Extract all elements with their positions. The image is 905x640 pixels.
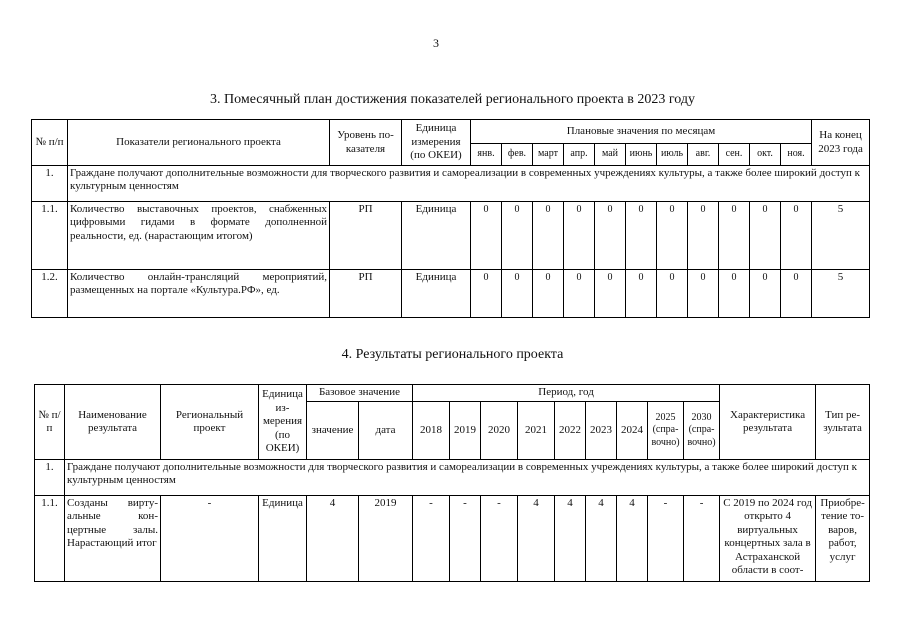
results-table (34, 384, 870, 582)
result-unit: Единица (259, 496, 307, 582)
month-value: 0 (626, 270, 657, 318)
end-of-year-value: 5 (812, 202, 870, 270)
year-value: - (413, 496, 450, 582)
header-level: Уровень показателя (330, 120, 402, 166)
year-value: - (684, 496, 720, 582)
year-value: - (450, 496, 481, 582)
month-value: 0 (657, 202, 688, 270)
table-row (32, 202, 870, 270)
month-header: май (595, 144, 626, 166)
goal-text: Граждане получают дополнительные возможности для творческого развития и самореализации в современных учреждениях культуры, а также более широкий доступ к культурным ценностям (68, 166, 870, 202)
year-header: 2021 (518, 402, 555, 460)
monthly-plan-table (31, 119, 870, 318)
header-num: № п/п (32, 120, 68, 166)
indicator-unit: Единица (402, 202, 471, 270)
section3-title: 3. Помесячный план достижения показателей регионального проекта в 2023 году (210, 92, 695, 107)
month-value: 0 (595, 202, 626, 270)
header-unit: Единица измерения (по ОКЕИ) (402, 120, 471, 166)
month-value: 0 (657, 270, 688, 318)
end-of-year-value: 5 (812, 270, 870, 318)
month-value: 0 (502, 202, 533, 270)
month-header: июль (657, 144, 688, 166)
header-base: Базовое значение (307, 385, 413, 402)
row-num: 1.1. (35, 496, 65, 582)
year-header: 2024 (617, 402, 648, 460)
goal-text: Граждане получают дополнительные возможности для творческого развития и самореализации в современных учреждениях культуры, а также более широкий доступ к культурным ценностям (65, 460, 870, 496)
month-value: 0 (781, 202, 812, 270)
year-header: 2018 (413, 402, 450, 460)
result-name: Созданы виртуальные концертные залы. Нарастающий итог (65, 496, 161, 582)
month-value: 0 (471, 270, 502, 318)
month-header: окт. (750, 144, 781, 166)
table-row (32, 270, 870, 318)
header-name: Наименование результата (65, 385, 161, 460)
indicator-name: Количество выставочных проектов, снабженных цифровыми гидами в формате дополненной реальности, ед. (нарастающим итогом) (68, 202, 330, 270)
month-value: 0 (564, 270, 595, 318)
year-header: 2022 (555, 402, 586, 460)
year-value: 4 (555, 496, 586, 582)
goal-num: 1. (35, 460, 65, 496)
month-header: янв. (471, 144, 502, 166)
result-characteristic: С 2019 по 2024 год открыто 4 виртуальных концертных зала в Астраханской области в соот- (720, 496, 816, 582)
page-number: 3 (433, 36, 439, 50)
result-project: - (161, 496, 259, 582)
result-type: Приобретение товаров, работ, услуг (816, 496, 870, 582)
header-project: Региональный проект (161, 385, 259, 460)
month-header: авг. (688, 144, 719, 166)
base-value: 4 (307, 496, 359, 582)
table-row (35, 496, 870, 582)
row-num: 1.1. (32, 202, 68, 270)
year-value: 4 (518, 496, 555, 582)
indicator-level: РП (330, 202, 402, 270)
month-value: 0 (564, 202, 595, 270)
month-value: 0 (471, 202, 502, 270)
header-characteristic: Характеристика результата (720, 385, 816, 460)
header-planned: Плановые значения по месяцам (471, 120, 812, 144)
month-value: 0 (750, 270, 781, 318)
month-value: 0 (533, 270, 564, 318)
month-value: 0 (688, 202, 719, 270)
month-value: 0 (502, 270, 533, 318)
month-value: 0 (533, 202, 564, 270)
header-end-of-year: На конец 2023 года (812, 120, 870, 166)
section4-title: 4. Результаты регионального проекта (341, 347, 564, 362)
month-header: фев. (502, 144, 533, 166)
year-header: 2020 (481, 402, 518, 460)
year-header: 2030 (справочно) (684, 402, 720, 460)
header-base-value: значение (307, 402, 359, 460)
row-num: 1.2. (32, 270, 68, 318)
year-value: - (648, 496, 684, 582)
header-period: Период, год (413, 385, 720, 402)
base-date: 2019 (359, 496, 413, 582)
month-header: сен. (719, 144, 750, 166)
month-value: 0 (595, 270, 626, 318)
year-value: 4 (586, 496, 617, 582)
month-value: 0 (719, 270, 750, 318)
header-indicators: Показатели регионального проекта (68, 120, 330, 166)
year-value: 4 (617, 496, 648, 582)
month-header: апр. (564, 144, 595, 166)
month-value: 0 (750, 202, 781, 270)
month-header: июнь (626, 144, 657, 166)
month-value: 0 (626, 202, 657, 270)
header-type: Тип результата (816, 385, 870, 460)
month-value: 0 (781, 270, 812, 318)
indicator-unit: Единица (402, 270, 471, 318)
goal-num: 1. (32, 166, 68, 202)
indicator-level: РП (330, 270, 402, 318)
indicator-name: Количество онлайн-трансляций мероприятий, размещенных на портале «Культура.РФ», ед. (68, 270, 330, 318)
year-header: 2019 (450, 402, 481, 460)
header-base-date: дата (359, 402, 413, 460)
month-value: 0 (719, 202, 750, 270)
year-header: 2025 (справочно) (648, 402, 684, 460)
year-value: - (481, 496, 518, 582)
month-header: ноя. (781, 144, 812, 166)
header-num: № п/п (35, 385, 65, 460)
header-unit: Единица измерения (по ОКЕИ) (259, 385, 307, 460)
month-value: 0 (688, 270, 719, 318)
month-header: март (533, 144, 564, 166)
year-header: 2023 (586, 402, 617, 460)
